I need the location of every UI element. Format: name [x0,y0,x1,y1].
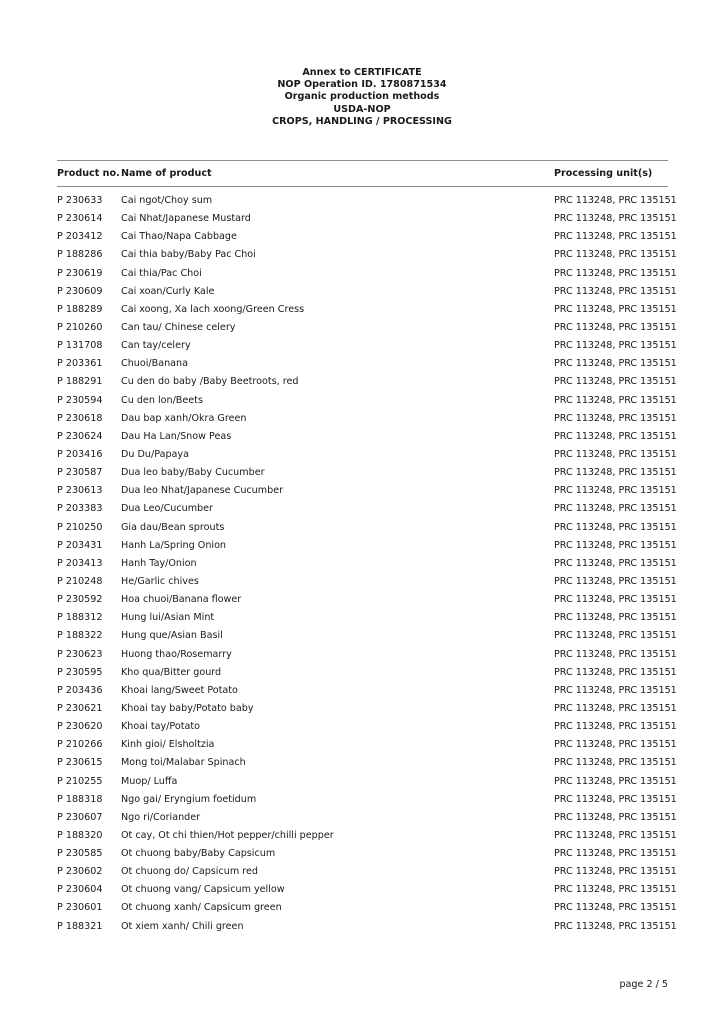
column-header-product-name: Name of product [121,168,212,179]
processing-units-cell: PRC 113248, PRC 135151 [554,866,677,878]
table-row [57,648,677,667]
processing-units-cell: PRC 113248, PRC 135151 [554,303,677,315]
processing-units-cell: PRC 113248, PRC 135151 [554,739,677,751]
product-number-cell: P 188289 [57,303,103,315]
table-row [57,920,677,939]
product-name-cell: Mong toi/Malabar Spinach [121,757,246,769]
processing-units-cell: PRC 113248, PRC 135151 [554,811,677,823]
product-name-cell: Chuoi/Banana [121,358,189,370]
table-row [57,884,677,902]
table-row [57,503,677,521]
processing-units-cell: PRC 113248, PRC 135151 [554,231,677,243]
processing-units-cell: PRC 113248, PRC 135151 [554,575,677,587]
product-name-cell: Dua leo baby/Baby Cucumber [121,467,265,479]
product-name-cell: Ot chuong xanh/ Capsicum green [121,902,282,914]
processing-units-cell: PRC 113248, PRC 135151 [554,612,677,624]
processing-units-cell: PRC 113248, PRC 135151 [554,848,677,860]
product-name-cell: Kho qua/Bitter gourd [121,666,222,678]
table-row [57,485,677,503]
product-number-cell: P 230601 [57,902,103,914]
table-row [57,430,677,449]
product-table-body [57,195,677,939]
processing-units-cell: PRC 113248, PRC 135151 [554,267,677,279]
table-row [57,340,677,358]
product-name-cell: Khoai lang/Sweet Potato [121,684,238,696]
product-number-cell: P 203416 [57,448,103,460]
header-standard: USDA-NOP [333,103,391,115]
table-row [57,267,677,286]
product-number-cell: P 203413 [57,557,103,569]
column-header-product-no: Product no. [57,168,120,179]
processing-units-cell: PRC 113248, PRC 135151 [554,412,677,424]
processing-units-cell: PRC 113248, PRC 135151 [554,594,677,606]
product-number-cell: P 230619 [57,267,103,279]
product-number-cell: P 230587 [57,467,103,479]
product-name-cell: Dau bap xanh/Okra Green [121,412,247,424]
product-number-cell: P 188321 [57,920,103,932]
processing-units-cell: PRC 113248, PRC 135151 [554,557,677,569]
product-number-cell: P 230585 [57,848,103,860]
processing-units-cell: PRC 113248, PRC 135151 [554,485,677,497]
processing-units-cell: PRC 113248, PRC 135151 [554,648,677,660]
product-name-cell: Hung lui/Asian Mint [121,612,215,624]
table-row [57,376,677,394]
product-number-cell: P 188320 [57,829,103,841]
table-row [57,793,677,812]
document-header [0,67,724,128]
product-name-cell: Cai Thao/Napa Cabbage [121,231,237,243]
product-number-cell: P 210260 [57,321,103,333]
product-number-cell: P 210248 [57,575,103,587]
product-number-cell: P 131708 [57,340,103,352]
processing-units-cell: PRC 113248, PRC 135151 [554,321,677,333]
table-row [57,303,677,322]
product-name-cell: Hoa chuoi/Banana flower [121,594,242,606]
processing-units-cell: PRC 113248, PRC 135151 [554,684,677,696]
product-name-cell: Kinh gioi/ Elsholtzia [121,739,215,751]
product-name-cell: Ngo ri/Coriander [121,811,201,823]
product-name-cell: Cai xoan/Curly Kale [121,285,215,297]
processing-units-cell: PRC 113248, PRC 135151 [554,902,677,914]
product-name-cell: He/Garlic chives [121,575,199,587]
product-name-cell: Ot cay, Ot chi thien/Hot pepper/chilli pepper [121,829,334,841]
table-row [57,684,677,703]
product-number-cell: P 210250 [57,521,103,533]
product-number-cell: P 188291 [57,376,103,388]
product-name-cell: Can tay/celery [121,340,191,352]
product-number-cell: P 230602 [57,866,103,878]
product-number-cell: P 230604 [57,884,103,896]
product-name-cell: Gia dau/Bean sprouts [121,521,225,533]
processing-units-cell: PRC 113248, PRC 135151 [554,213,677,225]
table-row [57,539,677,558]
processing-units-cell: PRC 113248, PRC 135151 [554,467,677,479]
table-row [57,902,677,920]
table-header-row [57,168,668,182]
processing-units-cell: PRC 113248, PRC 135151 [554,539,677,551]
header-scope: CROPS, HANDLING / PROCESSING [272,115,452,127]
product-number-cell: P 203383 [57,503,103,515]
product-name-cell: Hanh Tay/Onion [121,557,197,569]
table-row [57,285,677,304]
product-number-cell: P 188312 [57,612,103,624]
product-name-cell: Cu den lon/Beets [121,394,203,406]
table-row [57,848,677,866]
table-row [57,321,677,340]
table-row [57,358,677,376]
processing-units-cell: PRC 113248, PRC 135151 [554,394,677,406]
table-row [57,775,677,794]
product-name-cell: Cai Nhat/Japanese Mustard [121,213,251,225]
processing-units-cell: PRC 113248, PRC 135151 [554,829,677,841]
product-number-cell: P 188318 [57,793,103,805]
product-name-cell: Hung que/Asian Basil [121,630,223,642]
product-number-cell: P 230633 [57,195,103,206]
table-row [57,829,677,848]
processing-units-cell: PRC 113248, PRC 135151 [554,503,677,515]
table-row [57,195,677,213]
page-number: page 2 / 5 [619,979,668,990]
table-row [57,739,677,757]
processing-units-cell: PRC 113248, PRC 135151 [554,793,677,805]
product-name-cell: Ot chuong do/ Capsicum red [121,866,258,878]
table-row [57,811,677,830]
header-title: Annex to CERTIFICATE [302,67,422,78]
processing-units-cell: PRC 113248, PRC 135151 [554,249,677,261]
processing-units-cell: PRC 113248, PRC 135151 [554,666,677,678]
product-name-cell: Ot chuong vang/ Capsicum yellow [121,884,285,896]
table-header-divider [57,186,668,187]
product-number-cell: P 230618 [57,412,103,424]
product-number-cell: P 210255 [57,775,103,787]
product-name-cell: Hanh La/Spring Onion [121,539,227,551]
processing-units-cell: PRC 113248, PRC 135151 [554,285,677,297]
table-row [57,213,677,231]
product-name-cell: Dua Leo/Cucumber [121,503,213,515]
product-number-cell: P 230624 [57,430,103,442]
table-row [57,557,677,576]
product-number-cell: P 230621 [57,702,103,714]
product-number-cell: P 203436 [57,684,103,696]
product-number-cell: P 230620 [57,721,103,733]
table-row [57,757,677,775]
table-row [57,394,677,413]
table-row [57,866,677,884]
processing-units-cell: PRC 113248, PRC 135151 [554,521,677,533]
product-name-cell: Muop/ Luffa [121,775,178,787]
table-row [57,575,677,594]
table-row [57,249,677,267]
header-operation-id: NOP Operation ID. 1780871534 [277,79,447,91]
header-production-methods: Organic production methods [284,91,440,103]
product-name-cell: Du Du/Papaya [121,448,189,460]
product-number-cell: P 203361 [57,358,103,370]
table-row [57,467,677,485]
product-name-cell: Khoai tay/Potato [121,721,200,733]
processing-units-cell: PRC 113248, PRC 135151 [554,376,677,388]
product-number-cell: P 203431 [57,539,103,551]
processing-units-cell: PRC 113248, PRC 135151 [554,340,677,352]
processing-units-cell: PRC 113248, PRC 135151 [554,430,677,442]
product-name-cell: Cai ngot/Choy sum [121,195,213,206]
column-header-processing-units: Processing unit(s) [554,168,653,179]
product-name-cell: Cu den do baby /Baby Beetroots, red [121,376,299,388]
product-name-cell: Ot chuong baby/Baby Capsicum [121,848,276,860]
product-number-cell: P 230609 [57,285,103,297]
product-name-cell: Huong thao/Rosemarry [121,648,232,660]
processing-units-cell: PRC 113248, PRC 135151 [554,920,677,932]
product-number-cell: P 230592 [57,594,103,606]
table-row [57,612,677,630]
processing-units-cell: PRC 113248, PRC 135151 [554,884,677,896]
processing-units-cell: PRC 113248, PRC 135151 [554,195,677,206]
product-name-cell: Can tau/ Chinese celery [121,321,236,333]
product-name-cell: Cai xoong, Xa lach xoong/Green Cress [121,303,305,315]
product-name-cell: Ot xiem xanh/ Chili green [121,920,244,932]
product-name-cell: Cai thia/Pac Choi [121,267,202,279]
product-number-cell: P 188286 [57,249,103,261]
processing-units-cell: PRC 113248, PRC 135151 [554,757,677,769]
table-row [57,231,677,249]
product-number-cell: P 230615 [57,757,103,769]
processing-units-cell: PRC 113248, PRC 135151 [554,721,677,733]
table-row [57,630,677,648]
table-row [57,721,677,739]
product-number-cell: P 230614 [57,213,103,225]
product-number-cell: P 203412 [57,231,103,243]
processing-units-cell: PRC 113248, PRC 135151 [554,448,677,460]
table-row [57,594,677,612]
product-number-cell: P 210266 [57,739,103,751]
table-row [57,666,677,685]
product-number-cell: P 230613 [57,485,103,497]
table-row [57,412,677,431]
table-row [57,448,677,467]
product-number-cell: P 230623 [57,648,103,660]
processing-units-cell: PRC 113248, PRC 135151 [554,702,677,714]
table-row [57,521,677,540]
product-number-cell: P 230595 [57,666,103,678]
product-name-cell: Khoai tay baby/Potato baby [121,702,254,714]
product-number-cell: P 188322 [57,630,103,642]
product-number-cell: P 230594 [57,394,103,406]
product-name-cell: Dau Ha Lan/Snow Peas [121,430,232,442]
processing-units-cell: PRC 113248, PRC 135151 [554,775,677,787]
product-name-cell: Ngo gai/ Eryngium foetidum [121,793,257,805]
product-name-cell: Cai thia baby/Baby Pac Choi [121,249,256,261]
product-name-cell: Dua leo Nhat/Japanese Cucumber [121,485,284,497]
table-row [57,702,677,721]
product-number-cell: P 230607 [57,811,103,823]
processing-units-cell: PRC 113248, PRC 135151 [554,630,677,642]
table-top-divider [57,160,668,161]
processing-units-cell: PRC 113248, PRC 135151 [554,358,677,370]
